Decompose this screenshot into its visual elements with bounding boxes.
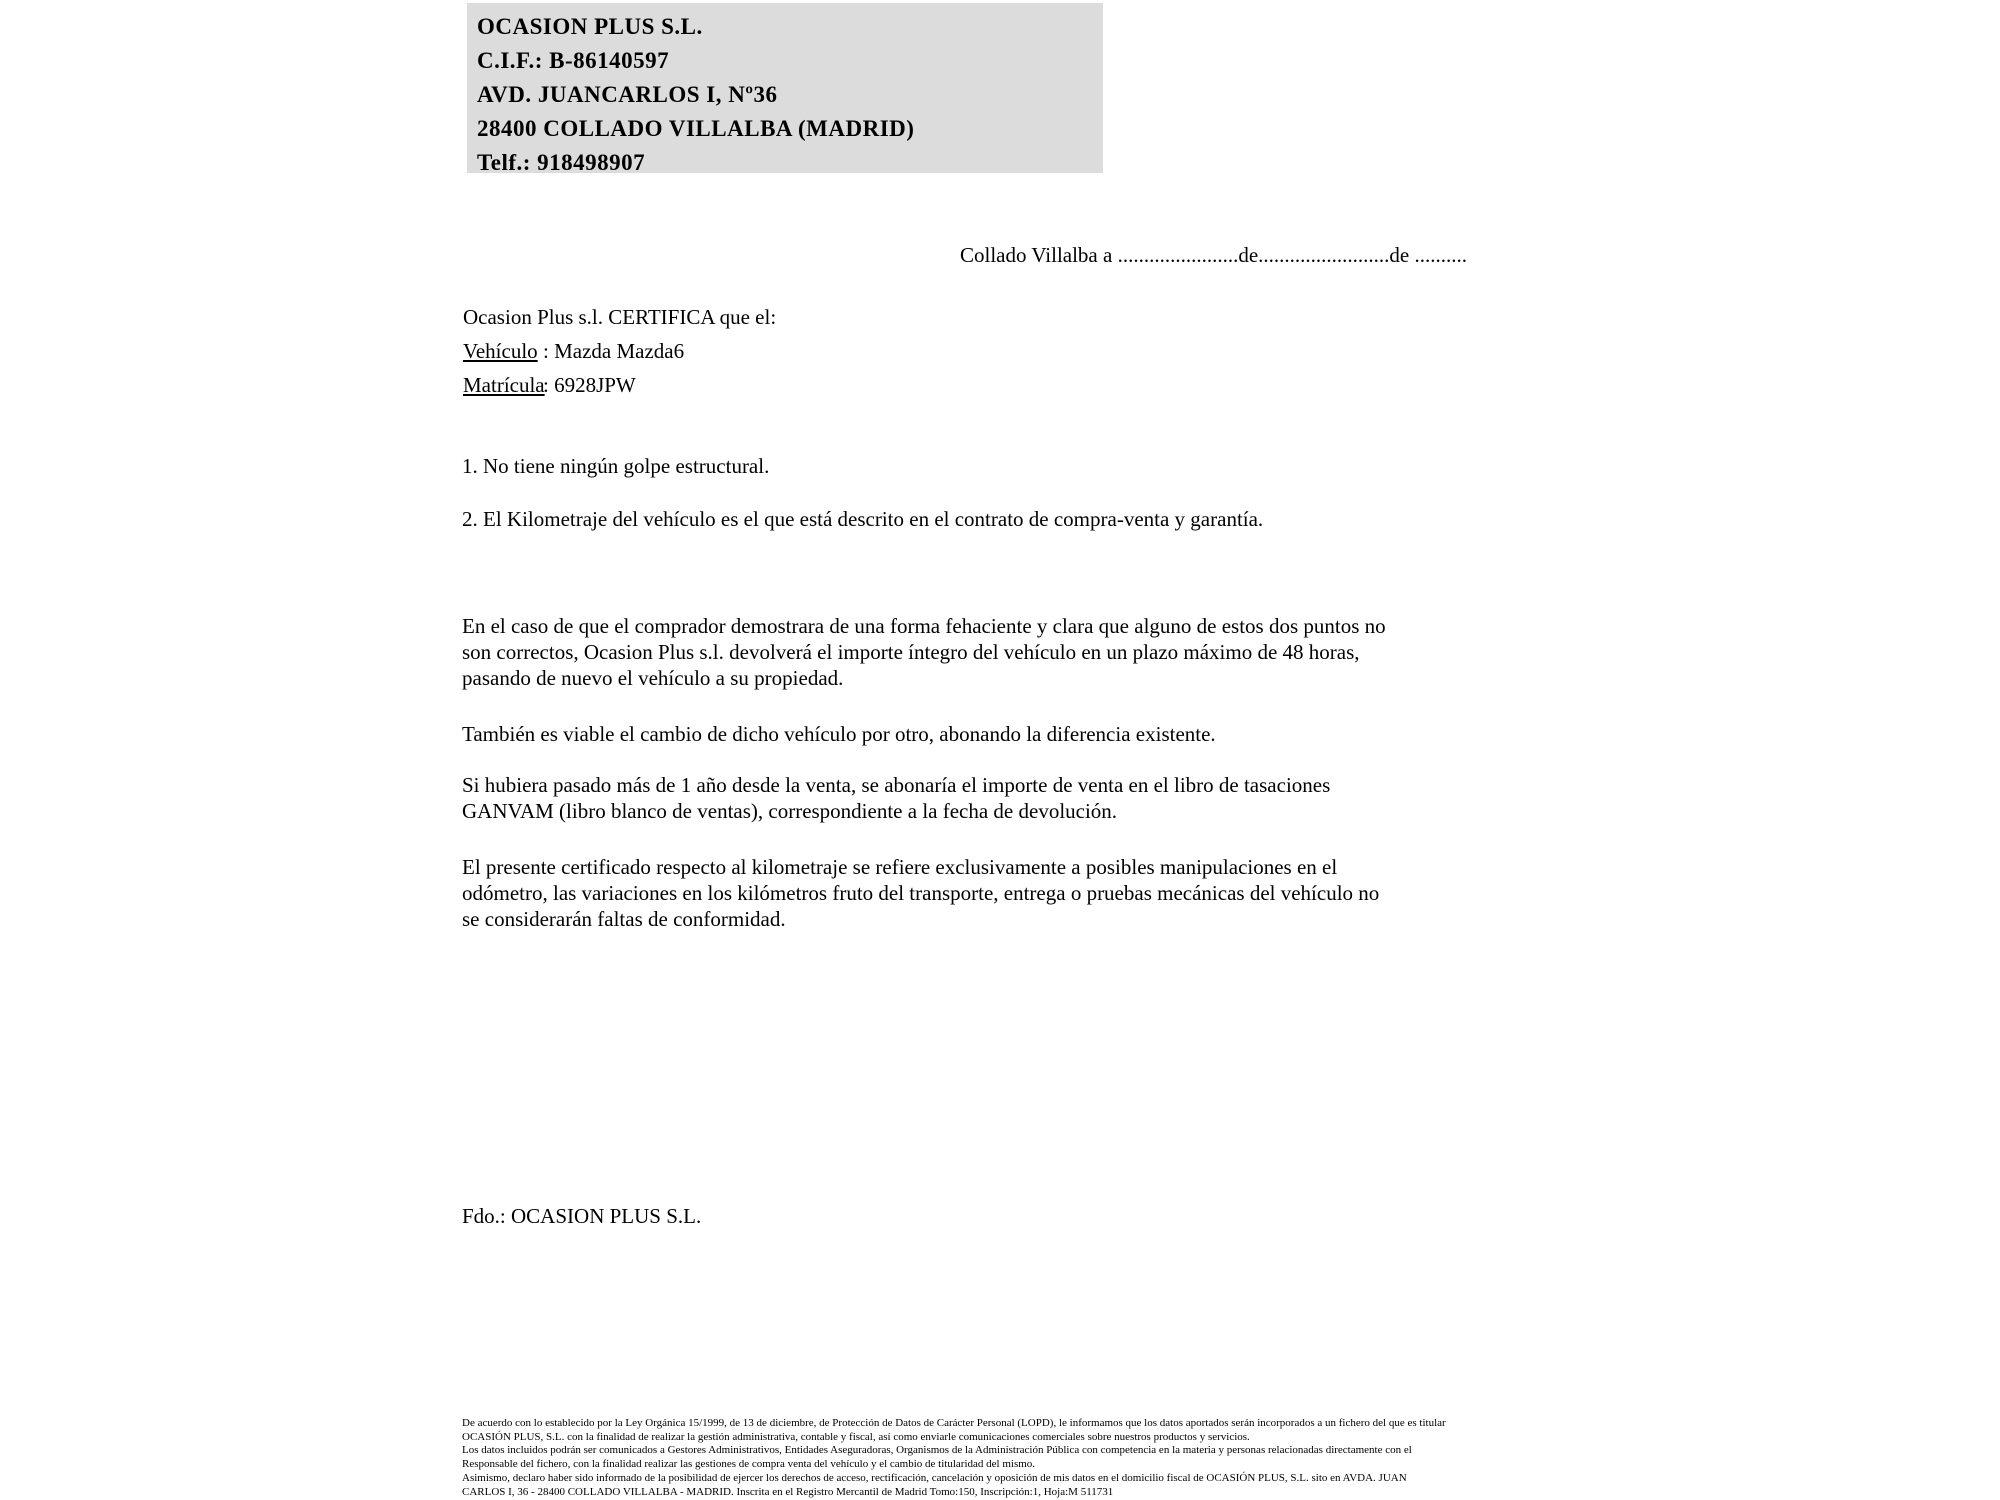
paragraph-line: son correctos, Ocasion Plus s.l. devolverá el importe íntegro del vehículo en un plazo máximo de 48 horas, xyxy=(462,640,1360,664)
paragraph-line: GANVAM (libro blanco de ventas), correspondiente a la fecha de devolución. xyxy=(462,799,1118,823)
plate-label: Matrícula xyxy=(463,373,545,397)
company-phone: Telf.: 918498907 xyxy=(477,150,646,175)
signature-line: Fdo.: OCASION PLUS S.L. xyxy=(462,1204,702,1228)
legal-line: OCASIÓN PLUS, S.L. con la finalidad de realizar la gestión administrativa, contable y fiscal, así como enviarle comunicaciones comerciales sobre nuestros productos y servicios. xyxy=(462,1430,1250,1443)
paragraph-odometer xyxy=(462,854,1379,932)
legal-line: Los datos incluidos podrán ser comunicados a Gestores Administrativos, Entidades Aseguradoras, Organismos de la Administración Pública con competencia en la materia y personas relacionadas directamente con el xyxy=(462,1444,1412,1457)
company-address: AVD. JUANCARLOS I, Nº36 xyxy=(477,82,778,107)
legal-line: Responsable del fichero, con la finalidad realizar las gestiones de compra venta del vehículo y el cambio de titularidad del mismo. xyxy=(462,1458,1036,1471)
point-2: 2. El Kilometraje del vehículo es el que está descrito en el contrato de compra-venta y garantía. xyxy=(462,507,1264,531)
plate-row xyxy=(463,368,776,402)
legal-line: CARLOS I, 36 - 28400 COLLADO VILLALBA - MADRID. Inscrita en el Registro Mercantil de Madrid Tomo:150, Inscripción:1, Hoja:M 511731 xyxy=(462,1485,1114,1498)
company-cif: C.I.F.: B-86140597 xyxy=(477,48,670,73)
plate-value: : 6928JPW xyxy=(543,373,636,397)
letterhead-box xyxy=(467,3,1103,173)
paragraph-line: El presente certificado respecto al kilometraje se refiere exclusivamente a posibles manipulaciones en el xyxy=(462,855,1338,879)
company-city: 28400 COLLADO VILLALBA (MADRID) xyxy=(477,116,915,141)
paragraph-line: odómetro, las variaciones en los kilómetros fruto del transporte, entrega o pruebas mecánicas del vehículo no xyxy=(462,881,1380,905)
vehicle-row xyxy=(463,334,776,368)
paragraph-line: se considerarán faltas de conformidad. xyxy=(462,907,786,931)
certification-block xyxy=(463,300,776,402)
company-name: OCASION PLUS S.L. xyxy=(477,14,703,39)
certification-intro: Ocasion Plus s.l. CERTIFICA que el: xyxy=(463,305,777,329)
legal-notice xyxy=(462,1417,1446,1499)
point-1: 1. No tiene ningún golpe estructural. xyxy=(462,454,770,478)
date-fill-in-line: Collado Villalba a .......................de.........................de .......... xyxy=(960,243,1467,267)
paragraph-line: También es viable el cambio de dicho vehículo por otro, abonando la diferencia existente. xyxy=(462,722,1216,746)
paragraph-exchange xyxy=(462,721,1216,747)
legal-line: Asimismo, declaro haber sido informado de la posibilidad de ejercer los derechos de acceso, rectificación, cancelación y oposición de mis datos en el domicilio fiscal de OCASIÓN PLUS, S.L. sito en AVDA. JUAN xyxy=(462,1471,1407,1484)
vehicle-value: : Mazda Mazda6 xyxy=(543,339,685,363)
vehicle-label: Vehículo xyxy=(463,339,538,363)
paragraph-line: Si hubiera pasado más de 1 año desde la venta, se abonaría el importe de venta en el libro de tasaciones xyxy=(462,773,1331,797)
paragraph-line: En el caso de que el comprador demostrara de una forma fehaciente y clara que alguno de estos dos puntos no xyxy=(462,614,1386,638)
paragraph-line: pasando de nuevo el vehículo a su propiedad. xyxy=(462,666,844,690)
paragraph-refund xyxy=(462,613,1386,691)
paragraph-ganvam xyxy=(462,772,1330,824)
legal-line: De acuerdo con lo establecido por la Ley Orgánica 15/1999, de 13 de diciembre, de Protección de Datos de Carácter Personal (LOPD), le informamos que los datos aportados serán incorporados a un fichero del que es titular xyxy=(462,1417,1446,1429)
